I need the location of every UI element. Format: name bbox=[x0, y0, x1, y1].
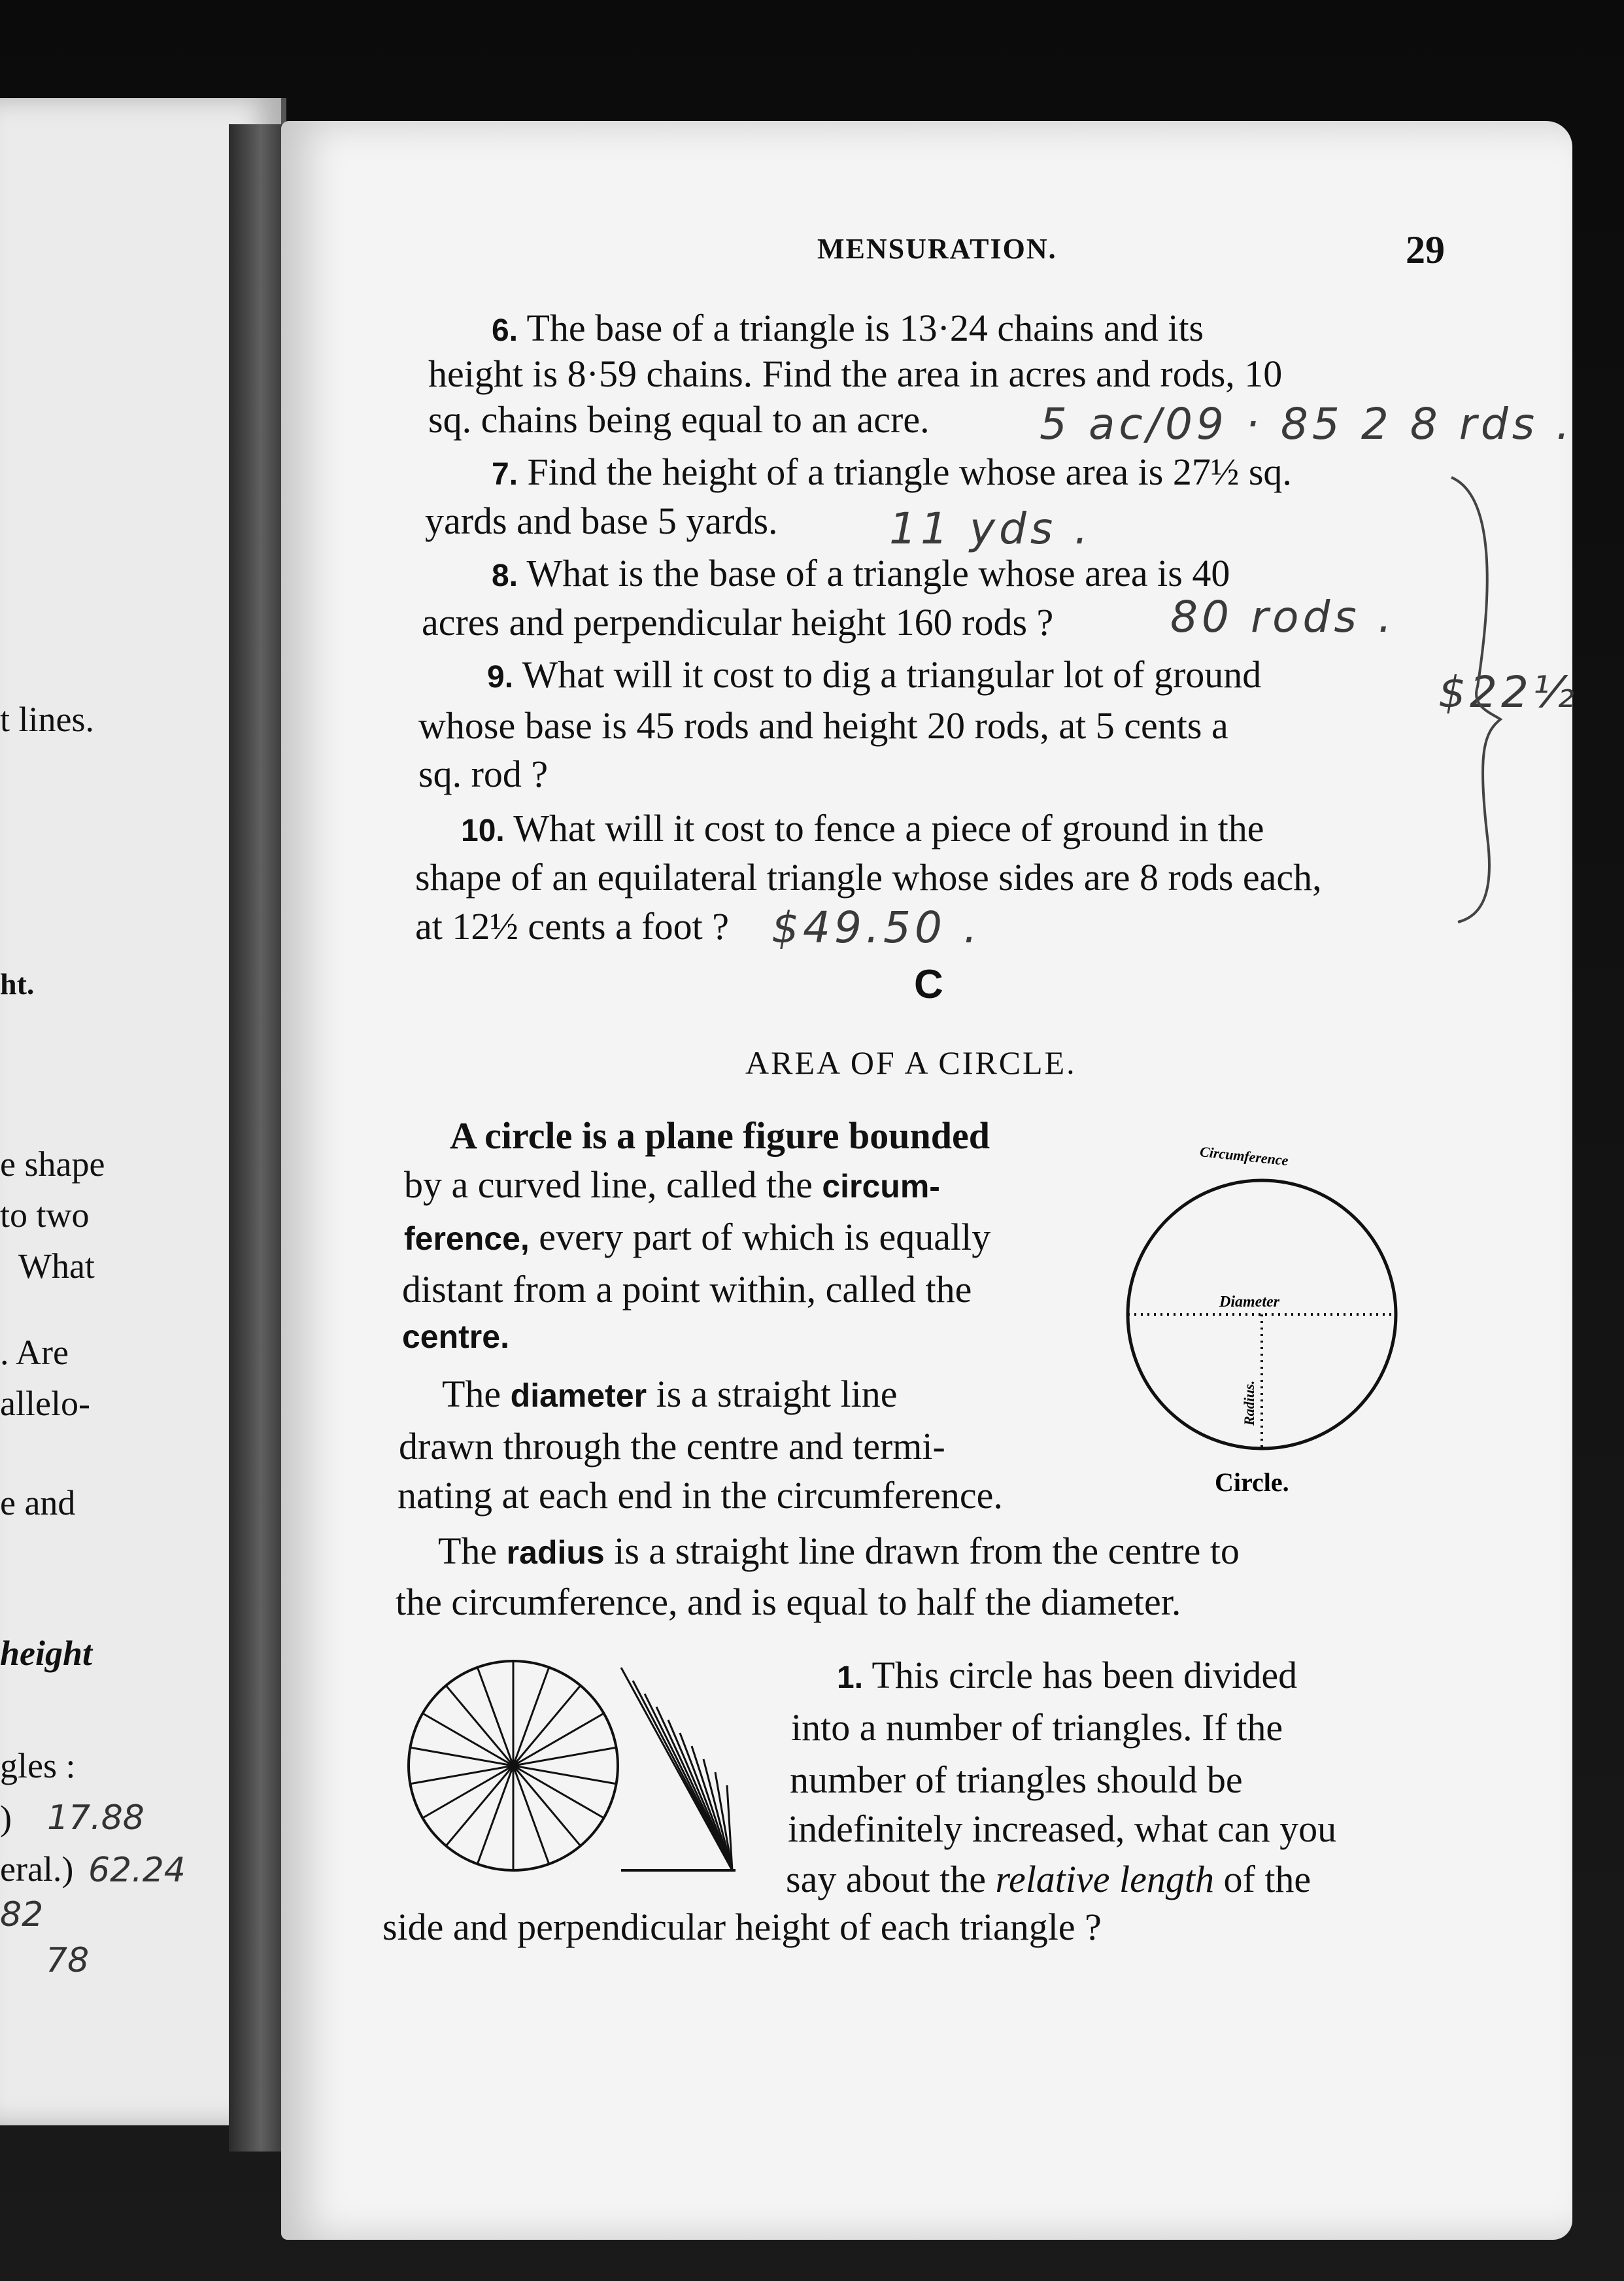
unrolled-triangle-edge bbox=[680, 1733, 732, 1870]
circle-definition-line: distant from a point within, called the bbox=[402, 1268, 972, 1311]
problem-9: 9. What will it cost to dig a triangular lot of ground bbox=[487, 653, 1262, 696]
left-text-fragment: . Are bbox=[0, 1333, 69, 1372]
triangle-edge bbox=[446, 1685, 513, 1766]
left-text-fragment: gles : bbox=[0, 1746, 76, 1785]
problem-7: 7. Find the height of a triangle whose area is 27½ sq. bbox=[492, 451, 1292, 493]
triangle-edge bbox=[513, 1685, 581, 1766]
circumference-label: Circumference bbox=[1199, 1143, 1289, 1169]
circle-definition-line: centre. bbox=[402, 1318, 509, 1355]
problem-6: 6. The base of a triangle is 13·24 chains and its bbox=[492, 307, 1204, 349]
problem-6-line: height is 8·59 chains. Find the area in acres and rods, 10 bbox=[428, 352, 1283, 395]
handwritten-note: 17.88 bbox=[47, 1798, 144, 1838]
question-1: 1. This circle has been divided bbox=[837, 1654, 1298, 1696]
problem-9-line: sq. rod ? bbox=[418, 753, 549, 795]
problem-6-line: sq. chains being equal to an acre. bbox=[428, 398, 930, 441]
left-text-fragment: e shape bbox=[0, 1144, 105, 1184]
divided-circle-diagram bbox=[405, 1641, 745, 1890]
handwritten-answer: $22½ bbox=[1438, 667, 1578, 717]
page-number: 29 bbox=[1406, 228, 1445, 271]
section-letter: C bbox=[914, 962, 943, 1007]
radius-definition-line: the circumference, and is equal to half the diameter. bbox=[396, 1581, 1181, 1623]
left-text-fragment: allelo- bbox=[0, 1384, 90, 1423]
left-text-fragment: What bbox=[18, 1246, 95, 1286]
triangle-edge bbox=[477, 1766, 513, 1864]
problem-8-line: acres and perpendicular height 160 rods ? bbox=[422, 601, 1054, 643]
problem-8: 8. What is the base of a triangle whose area is 40 bbox=[492, 552, 1230, 594]
question-1-line: number of triangles should be bbox=[790, 1758, 1243, 1801]
handwritten-note: 82 bbox=[0, 1895, 44, 1934]
handwritten-answer: $49.50 . bbox=[771, 902, 981, 953]
triangle-edge bbox=[477, 1668, 513, 1766]
circle-caption: Circle. bbox=[1215, 1467, 1289, 1497]
left-text-fragment: eral.) bbox=[0, 1849, 74, 1889]
problem-7-line: yards and base 5 yards. bbox=[425, 500, 778, 542]
problem-10: 10. What will it cost to fence a piece of ground in the bbox=[461, 807, 1264, 849]
diameter-definition-line: nating at each end in the circumference. bbox=[398, 1474, 1003, 1517]
left-text-fragment: to two bbox=[0, 1195, 90, 1235]
left-text-fragment: height bbox=[0, 1634, 93, 1673]
question-1-line: into a number of triangles. If the bbox=[791, 1706, 1283, 1749]
circle-definition-line: by a curved line, called the circum- bbox=[404, 1163, 940, 1206]
diameter-definition: The diameter is a straight line bbox=[442, 1373, 898, 1415]
handwritten-note: 78 bbox=[46, 1941, 90, 1980]
left-text-fragment: ) bbox=[0, 1798, 12, 1838]
left-text-fragment: e and bbox=[0, 1483, 76, 1522]
section-title: AREA OF A CIRCLE. bbox=[745, 1044, 1077, 1081]
problem-10-line: shape of an equilateral triangle whose sides are 8 rods each, bbox=[415, 856, 1322, 899]
diameter-definition-line: drawn through the centre and termi- bbox=[399, 1425, 945, 1467]
problem-10-line: at 12½ cents a foot ? bbox=[415, 905, 729, 948]
radius-definition: The radius is a straight line drawn from the centre to bbox=[438, 1530, 1240, 1572]
radius-label: Radius. bbox=[1241, 1380, 1257, 1426]
circle-definition: A circle is a plane figure bounded bbox=[450, 1114, 990, 1157]
handwritten-note: 62.24 bbox=[88, 1851, 186, 1890]
question-1-line: indefinitely increased, what can you bbox=[788, 1808, 1337, 1850]
running-header: MENSURATION. bbox=[817, 233, 1057, 265]
diameter-label: Diameter bbox=[1219, 1294, 1279, 1311]
question-1-line: say about the relative length of the bbox=[786, 1858, 1311, 1900]
triangle-edge bbox=[513, 1766, 581, 1846]
left-text-fragment: t lines. bbox=[0, 700, 94, 739]
circle-definition-line: ference, every part of which is equally bbox=[404, 1216, 991, 1258]
handwritten-answer: 80 rods . bbox=[1170, 592, 1396, 642]
circle-diagram bbox=[1105, 1138, 1419, 1504]
triangle-edge bbox=[513, 1766, 549, 1864]
handwritten-brace bbox=[1438, 471, 1523, 929]
triangle-edge bbox=[446, 1766, 513, 1846]
left-text-fragment: ht. bbox=[0, 967, 35, 1001]
question-1-line: side and perpendicular height of each triangle ? bbox=[382, 1906, 1102, 1948]
handwritten-answer: 11 yds . bbox=[889, 504, 1092, 554]
problem-9-line: whose base is 45 rods and height 20 rods, at 5 cents a bbox=[418, 704, 1228, 747]
handwritten-answer: 5 ac/09 · 85 2 8 rds . bbox=[1040, 399, 1574, 449]
triangle-edge bbox=[513, 1668, 549, 1766]
